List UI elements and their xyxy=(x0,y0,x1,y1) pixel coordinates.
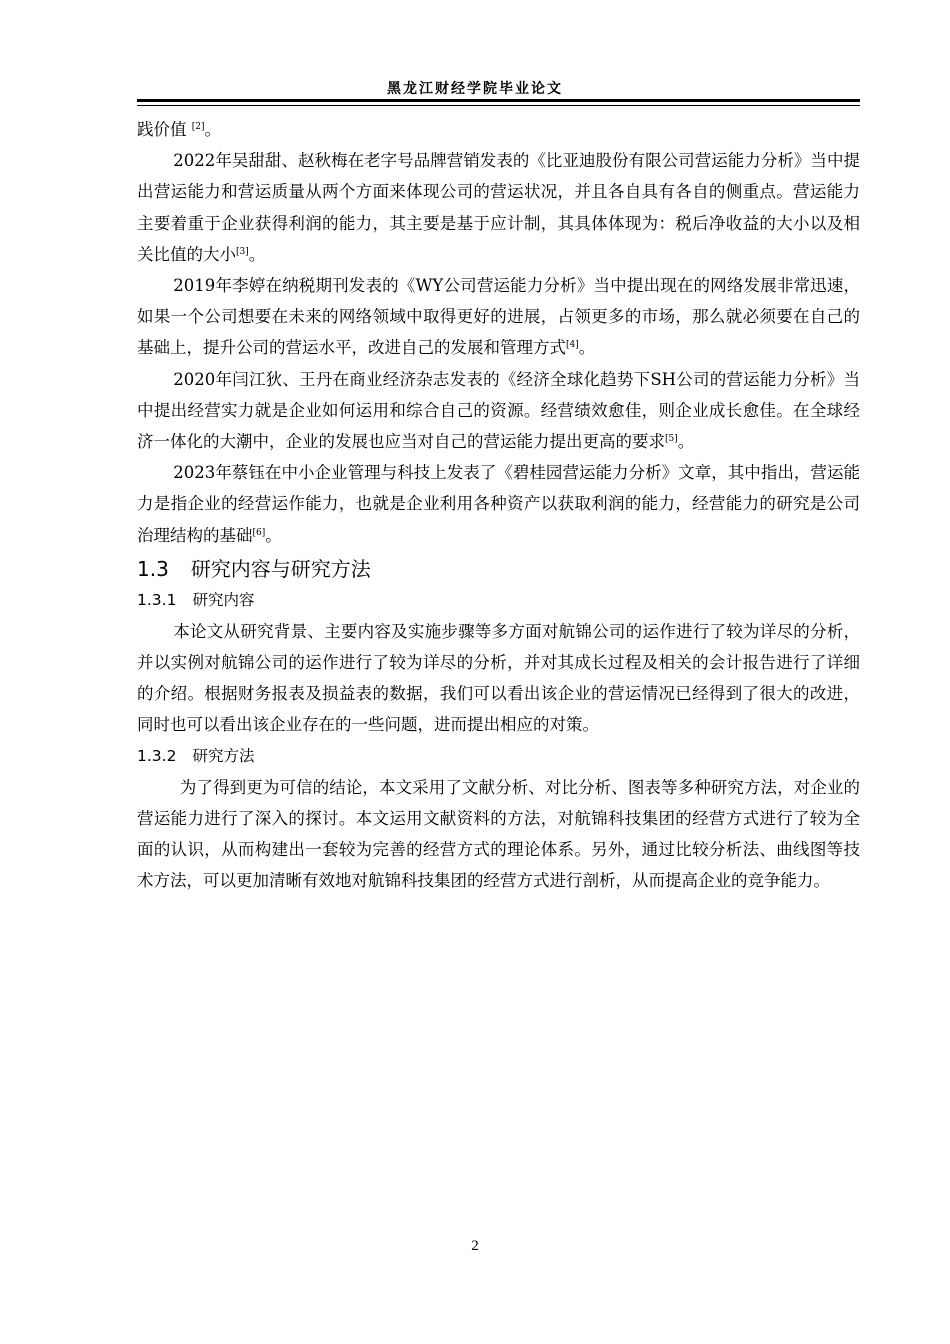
section-title: 研究内容与研究方法 xyxy=(190,556,371,581)
paragraph-literature-2023: 2023年蔡钰在中小企业管理与科技上发表了《碧桂园营运能力分析》文章，其中指出，营运能力是指企业的经营运作能力，也就是企业利用各种资产以获取利润的能力，经营能力的研究是公司治理结构的基础[6]。 xyxy=(137,463,860,545)
paragraph-literature-2022: 2022年吴甜甜、赵秋梅在老字号品牌营销发表的《比亚迪股份有限公司营运能力分析》当中提出营运能力和营运质量从两个方面来体现公司的营运状况，并且各自具有各自的侧重点。营运能力主要着重于企业获得利润的能力，其主要是基于应计制，其具体体现为：税后净收益的大小以及相关比值的大小[3]。 xyxy=(137,151,860,264)
paragraph-continued: 践价值 [2]。 xyxy=(137,120,221,139)
subsection-heading-1-3-1 xyxy=(137,585,860,616)
citation: [6] xyxy=(252,527,266,538)
paragraph-research-content: 本论文从研究背景、主要内容及实施步骤等多方面对航锦公司的运作进行了较为详尽的分析，并以实例对航锦公司的运作进行了较为详尽的分析，并对其成长过程及相关的会计报告进行了详细的介绍。根据财务报表及损益表的数据，我们可以看出该企业的营运情况已经得到了很大的改进，同时也可以看出该企业存在的一些问题，进而提出相应的对策。 xyxy=(137,621,860,735)
paragraph-literature-2019: 2019年李婷在纳税期刊发表的《WY公司营运能力分析》当中提出现在的网络发展非常迅速，如果一个公司想要在未来的网络领域中取得更好的进展，占领更多的市场，那么就必须要在自己的基础上，提升公司的营运水平，改进自己的发展和管理方式[4]。 xyxy=(137,276,860,358)
citation: [3] xyxy=(236,246,249,257)
citation: [2] xyxy=(191,122,205,132)
citation: [5] xyxy=(665,434,678,445)
paragraph-literature-2020: 2020年闫江狄、王丹在商业经济杂志发表的《经济全球化趋势下SH公司的营运能力分析》当中提出经营实力就是企业如何运用和综合自己的资源。经营绩效愈佳，则企业成长愈佳。在全球经济一体化的大潮中，企业的发展也应当对自己的营运能力提出更高的要求[5]。 xyxy=(137,369,860,452)
header-rule-thin xyxy=(137,105,860,106)
paragraph-research-method: 为了得到更为可信的结论，本文采用了文献分析、对比分析、图表等多种研究方法，对企业的营运能力进行了深入的探讨。本文运用文献资料的方法，对航锦科技集团的经营方式进行了较为全面的认识，从而构建出一套较为完善的经营方式的理论体系。另外，通过比较分析法、曲线图等技术方法，可以更加清晰有效地对航锦科技集团的经营方式进行剖析，从而提高企业的竞争能力。 xyxy=(137,777,860,891)
header-rule-thick xyxy=(137,99,860,102)
section-heading-1-3 xyxy=(137,553,860,585)
page-header-title: 黑龙江财经学院毕业论文 xyxy=(387,81,563,97)
subsection-title: 研究内容 xyxy=(192,590,255,609)
subsection-number: 1.3.1 xyxy=(137,590,177,609)
subsection-heading-1-3-2 xyxy=(137,741,860,772)
page-number: 2 xyxy=(471,1238,479,1254)
page-body xyxy=(137,114,860,896)
subsection-title: 研究方法 xyxy=(192,746,255,765)
citation: [4] xyxy=(566,340,579,351)
section-number: 1.3 xyxy=(137,556,169,581)
subsection-number: 1.3.2 xyxy=(137,746,177,765)
